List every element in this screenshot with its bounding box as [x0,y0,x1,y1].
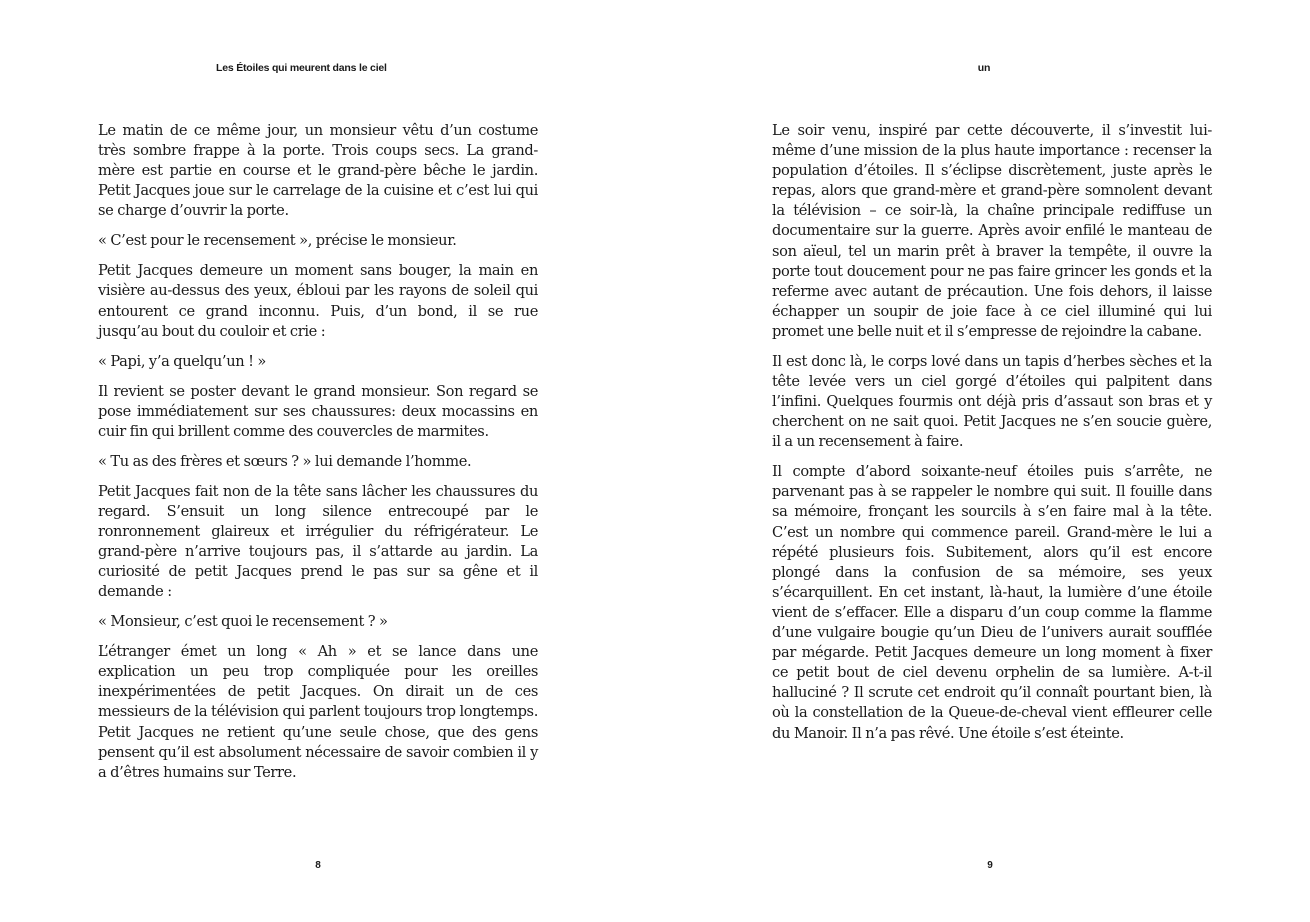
right-text-block [772,121,1212,753]
running-head-book-title: Les Étoiles qui meurent dans le ciel [216,62,387,74]
page-number: 8 [315,860,321,871]
paragraph: Il est donc là, le corps lové dans un tapis d’herbes sèches et la tête levée vers un ciel gorgé d’étoiles qui palpitent dans l’infini. Quelques fourmis ont déjà pris d’assaut son bras et y cherchent on ne sait quoi. Petit Jacques ne s’en soucie guère, il a un recensement à faire. [772,352,1212,451]
paragraph: Petit Jacques demeure un moment sans bouger, la main en visière au-dessus des yeux, ébloui par les rayons de soleil qui entourent ce grand inconnu. Puis, d’un bond, il se rue jusqu’au bout du couloir et crie : [98,262,538,340]
paragraph: Il compte d’abord soixante-neuf étoiles puis s’arrête, ne parvenant pas à se rappeler le nombre qui suit. Il fouille dans sa mémoire, fronçant les sourcils à s’en faire mal à la tête. C’est un nombre qui commence pareil. Grand-mère le lui a répété plusieurs fois. Subitement, alors qu’il est encore plongé dans la confusion de sa mémoire, ses yeux s’écarquillent. En cet instant, là-haut, la lumière d’une étoile vient de s’effacer. Elle a disparu d’un coup comme la flamme d’une vulgaire bougie qu’un Dieu de l’univers aurait soufflée par mégarde. Petit Jacques demeure un long moment à fixer ce petit bout de ciel devenu orphelin de sa lumière. A-t-il halluciné ? Il scrute cet endroit qu’il connaît pourtant bien, là où la constellation de la Queue-de-cheval vient effleurer celle du Manoir. Il n’a pas rêvé. Une étoile s’est éteinte. [772,463,1212,742]
paragraph: « Papi, y’a quelqu’un ! » [98,352,266,370]
page-number: 9 [987,860,993,871]
running-head-chapter-title: un [977,62,991,74]
right-page [655,0,1310,922]
paragraph: Le matin de ce même jour, un monsieur vêtu d’un costume très sombre frappe à la porte. Trois coups secs. La grand-mère est partie en course et le grand-père bêche le jardin. Petit Jacques joue sur le carrelage de la cuisine et c’est lui qui se charge d’ouvrir la porte. [98,122,538,220]
paragraph: Le soir venu, inspiré par cette découverte, il s’investit lui-même d’une mission de la plus haute importance : recenser la population d’étoiles. Il s’éclipse discrètement, juste après le repas, alors que grand-mère et grand-père somnolent devant la télévision – ce soir-là, la chaîne principale rediffuse un documentaire sur la guerre. Après avoir enfilé le manteau de son aïeul, tel un marin prêt à braver la tempête, il ouvre la porte tout doucement pour ne pas faire grincer les gonds et la referme avec autant de précaution. Une fois dehors, il laisse échapper un soupir de joie face à ce ciel illuminé qui lui promet une belle nuit et il s’empresse de rejoindre la cabane. [772,122,1212,340]
paragraph: « C’est pour le recensement », précise le monsieur. [98,232,457,250]
paragraph: L’étranger émet un long « Ah » et se lance dans une explication un peu trop compliquée pour les oreilles inexpérimentées de petit Jacques. On dirait un de ces messieurs de la télévision qui parlent toujours trop longtemps. Petit Jacques ne retient qu’une seule chose, que des gens pensent qu’il est absolument nécessaire de savoir combien il y a d’êtres humains sur Terre. [98,643,538,781]
paragraph: Il revient se poster devant le grand monsieur. Son regard se pose immédiatement sur ses chaussures: deux mocassins en cuir fin qui brillent comme des couvercles de marmites. [98,382,538,440]
paragraph: « Monsieur, c’est quoi le recensement ? » [98,613,388,631]
paragraph: Petit Jacques fait non de la tête sans lâcher les chaussures du regard. S’ensuit un long silence entrecoupé par le ronronnement glaireux et irrégulier du réfrigérateur. Le grand-père n’arrive toujours pas, il s’attarde au jardin. La curiosité de petit Jacques prend le pas sur sa gêne et il demande : [98,482,538,601]
left-text-block [98,121,538,793]
paragraph: « Tu as des frères et sœurs ? » lui demande l’homme. [98,452,472,470]
